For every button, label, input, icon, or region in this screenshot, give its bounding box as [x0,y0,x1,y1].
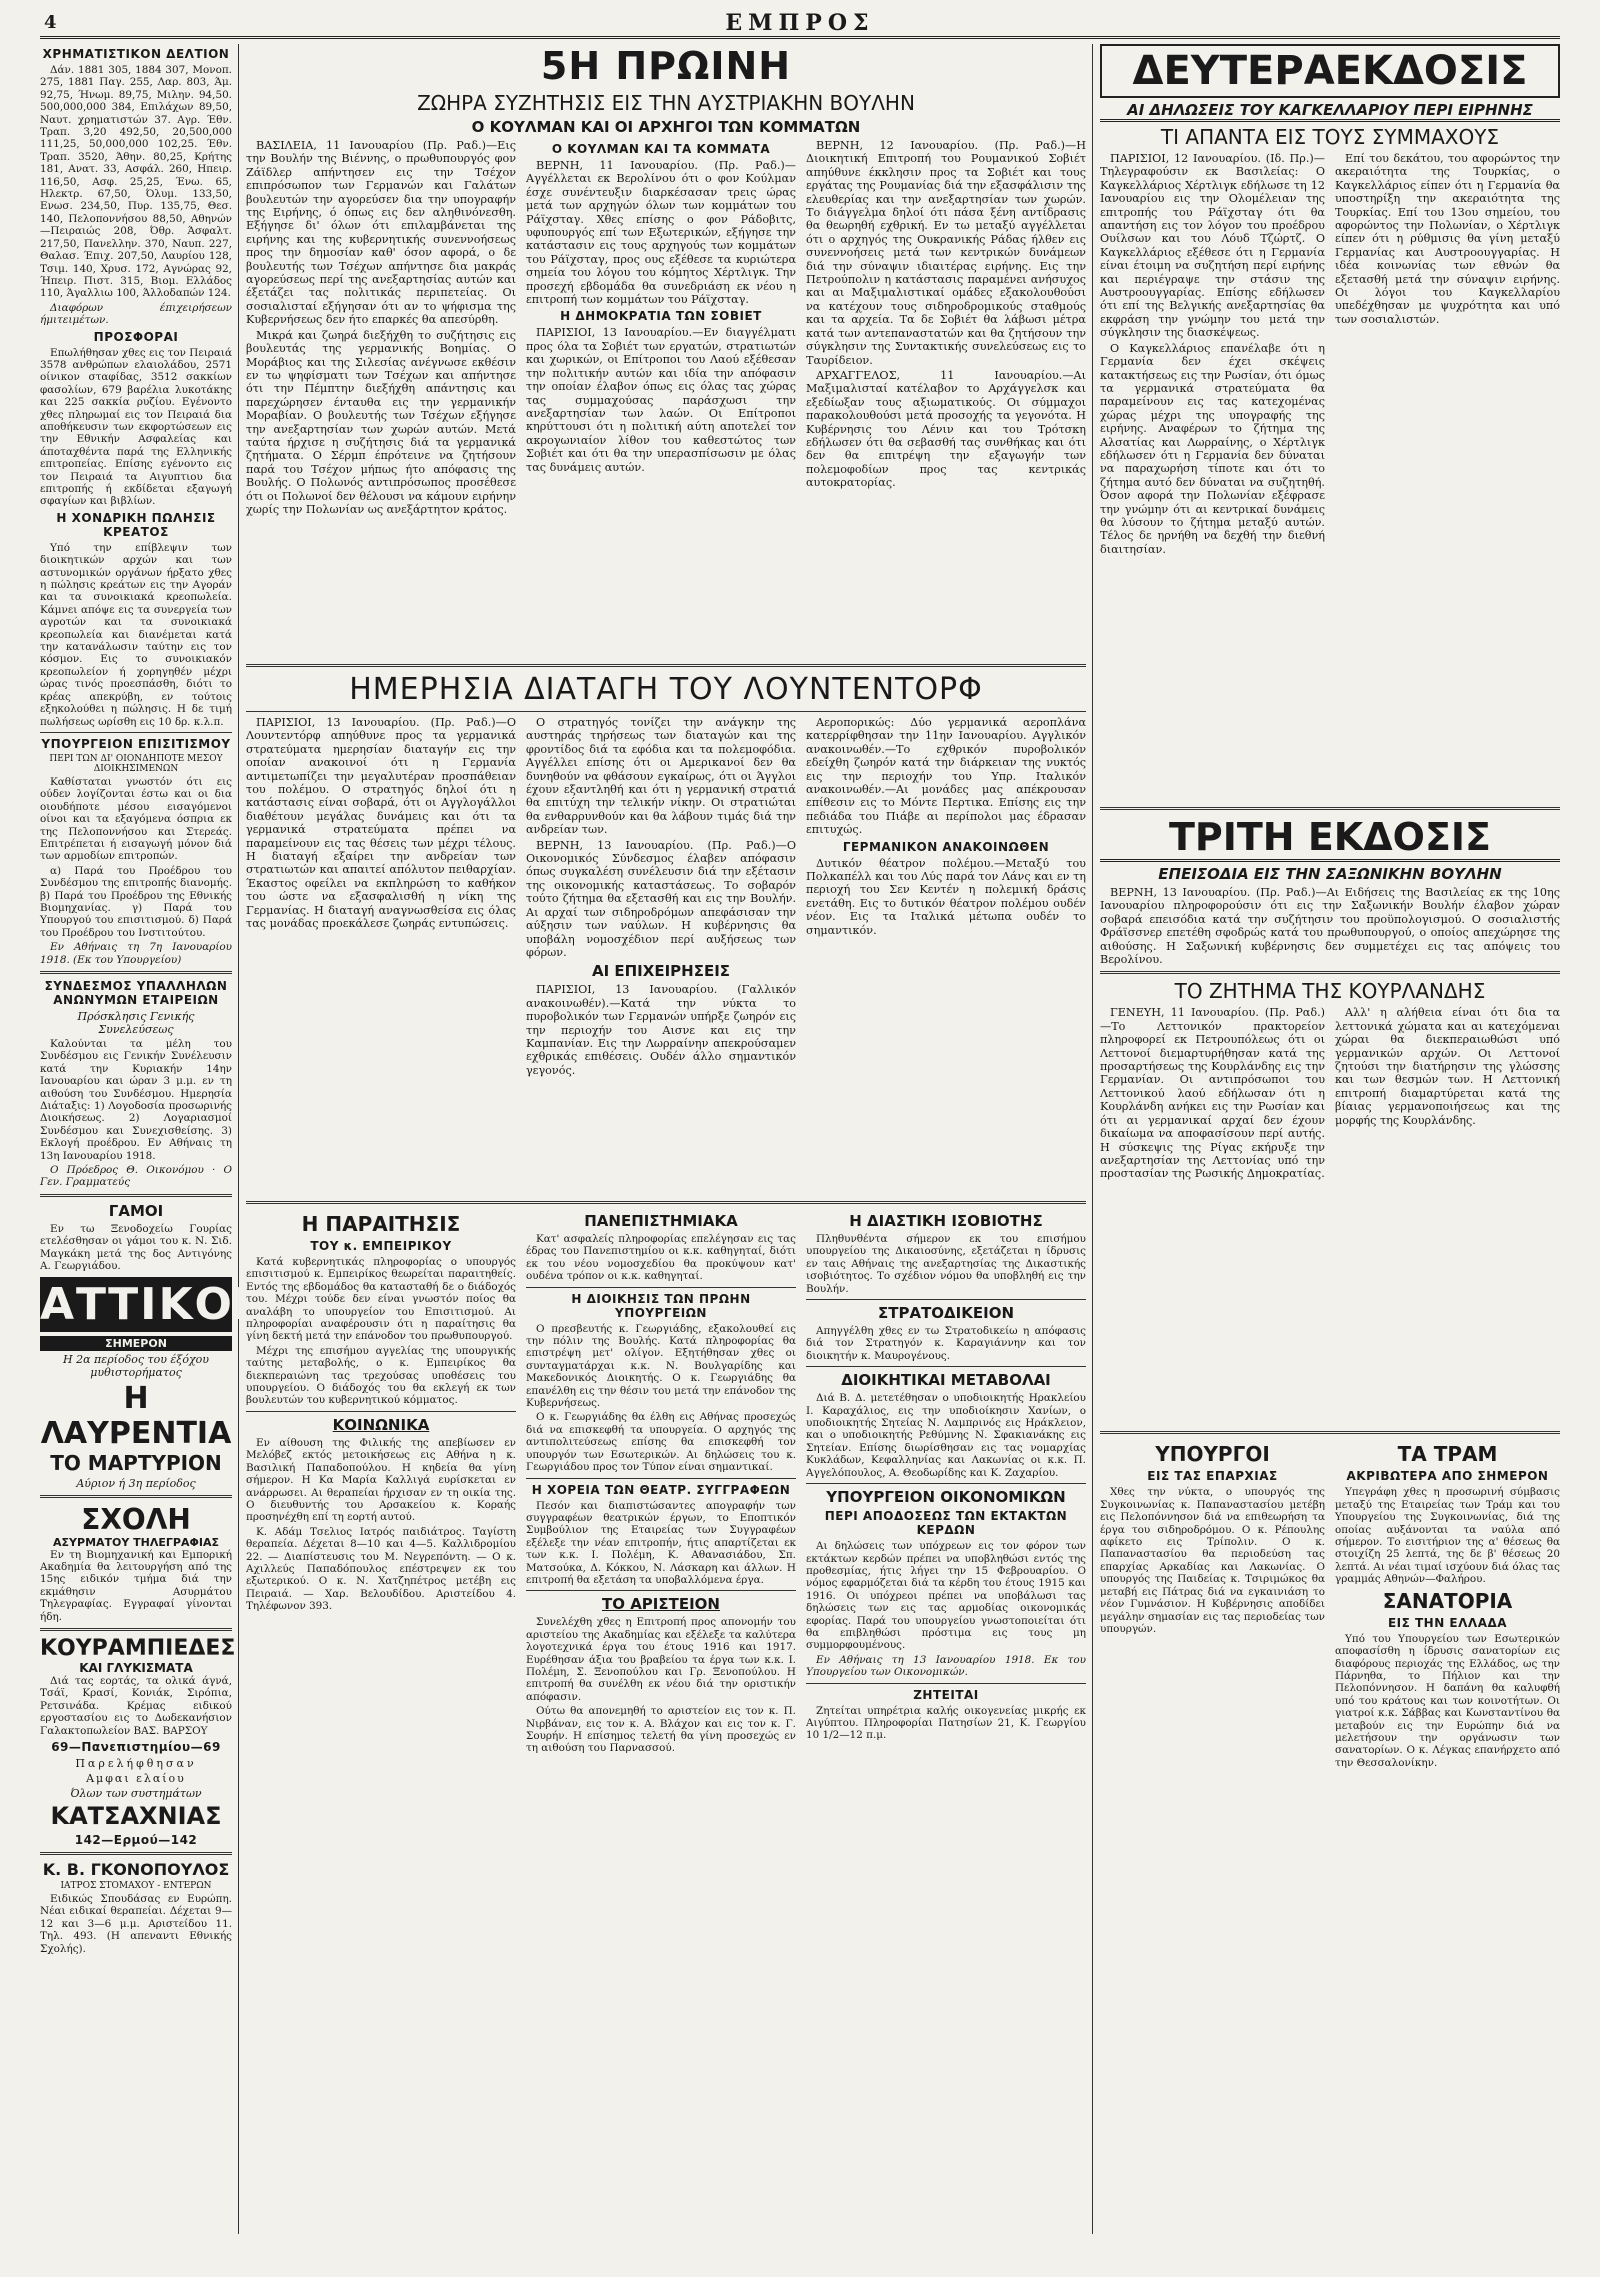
theater-head: Η ΧΟΡΕΙΑ ΤΩΝ ΘΕΑΤΡ. ΣΥΓΓΡΑΦΕΩΝ [531,1482,791,1497]
chancellor-articles [1100,152,1560,802]
justice-text: Πληθυνθέντα σήμερον εκ του επισήμου υπουργείου της Δικαιοσύνης, εξετάζεται η ίδρυσις εν ταις Αθήναις της ανεξαρτησίας της Δικαστικής ισοβιότητος. Το σχέδιον νόμου θα υποβληθή εις την Βουλήν. [806,1233,1086,1295]
uni-head: ΠΑΝΕΠΙΣΤΗΜΙΑΚΑ [584,1212,738,1230]
edition-title: 5Η ΠΡΩΙΝΗ [540,44,792,88]
chancellor-text-c: Επί του δεκάτου, του αφορώντος την ακεραιότητα της Τουρκίας, ο Καγκελλάριος είπεν ότι η Γερμανία θα υποστηρίξη την ακεραιότητα της Τουρκίας. Επί του 13ου σημείου, του αφορώντος την Πολωνίαν, ο Χέρτλιγκ είπεν ότι η ρύθμισις θα γίνη μεταξύ Γερμανίας και Αυστροουγγαρίας. Η ιδέα κοινωνίας των εθνών θα εξετασθή μετά την σύναψιν ειρήνης. Οι λόγοι του Καγκελλαρίου υπεδέχθησαν με ψυχρότητα και υπό των σοσιαλιστών. [1335,152,1560,326]
kurland-text: ΓΕΝΕΥΗ, 11 Ιανουαρίου. (Πρ. Ραδ.)—Το Λεττονικόν πρακτορείον πληροφορεί εκ Πετρουπόλεως ότι οι Λεττονοί διεμαρτυρήθησαν κατά της προσαρτήσεως της Κουρλάνδης εις την Γερμανίαν. Οι αντιπρόσωποι του Λεττονικού λαού εδήλωσαν ότι η Κουρλάνδη ανήκει εις την Ρωσίαν και ότι αι γερμανικαί αρχαί δεν έχουν δικαίωμα να αποφασίσουν περί αυτής. Η σύσκεψις της Ρίγας εκήρυξε την ανεξαρτησίαν της Λεττονίας υπό την προστασίαν της Ρωσικής Δημοκρατίας. [1100,1006,1325,1181]
auctions-title: ΠΡΟΣΦΟΡΑΙ [93,329,179,344]
meat-text: Υπό την επίβλεψιν των διοικητικών αρχών και των αστυνομικών οργάνων ήρξατο χθες η πώλησις κρεάτων εις την Αγοράν και τα συνοικιακά κρεοπωλεία. Κάμνει απόψε εις τα συνεργεία των αγροτών και τα συνοικιακά κρεοπωλεία και διανέμεται κατά την κατανάλωσιν ταύτην εις τον κόσμον. Εις το συνοικιακόν κρεοπωλείον ή χορηγηθέν μέχρι ώρας τινός προεσπάσθη, διότι το κρέας απεκρύβη, εν τούτοις εξηκολούθει η πώλησις. Η δε τιμή πωλήσεως ωρίσθη εις 10 δρ. κ.λ.π. [40,541,232,728]
morning-articles [246,139,1086,659]
appoint-text: Ο πρεσβευτής κ. Γεωργιάδης, εξακολουθεί εις την πόλιν της Βουλής. Κατά πληροφορίας θα επιστρέψη μετ' ολίγον. Εξητήθησαν χθες οι συνταγματάρχαι κ.κ. Ν. Βουλγαρίδης και Μακεδονικός Διοικητής. Ο κ. Γεωργιάδης θα επανέλθη εις την θέσιν του μετά την επάνοδον της Κυβερνήσεως. [526,1322,796,1410]
weddings-text: Εν τω Ξενοδοχείω Γουρίας ετελέσθησαν οι γάμοι του κ. Ν. Σιδ. Μαγκάκη μετά της δος Αντιγόνης Α. Γεωργιάδου. [40,1222,232,1273]
resign-text-2: Μέχρι της επισήμου αγγελίας της υπουργικής ταύτης μεταβολής, ο κ. Εμπειρίκος θα διεκπεραιώνη τας τρεχούσας υποθέσεις του υπουργείου. Ο διάδοχός του θα εκλεγή εκ των βουλευτών του κυβερνητικού κόμματος. [246,1344,516,1407]
ministry-title: ΥΠΟΥΡΓΕΙΟΝ ΕΠΙΣΙΤΙΣΜΟΥ [41,736,231,751]
meat-title: Η ΧΟΝΔΡΙΚΗ ΠΩΛΗΣΙΣ ΚΡΕΑΤΟΣ [56,510,216,539]
kurland-text-2: Αλλ' η αλήθεια είναι ότι δια τα λεττονικά χώματα και αι κατεχόμεναι χώραι θα διεκπεραιωθώσι υπό γερμανικών αρχών. Οι Λεττονοί ζητούσι την διατήρησιν της γλώσσης και των θεσμών των. Η Λεττονική επιτροπή διαμαρτύρεται κατά της βίαιας γερμανοποιήσεως και της μορφής της Κουρλάνδης. [1335,1006,1560,1127]
court-text: Απηγγέλθη χθες εν τω Στρατοδικείω η απόφασις διά τον Στρατηγόν κ. Καραγιάννην και τον διοικητήν κ. Μαυρογένους. [806,1325,1086,1362]
article-austria [246,139,516,659]
column-advertisements [40,44,273,2234]
kurland-right [1335,1006,1560,1426]
resign-text: Κατά κυβερνητικάς πληροφορίας ο υπουργός επισιτισμού κ. Εμπειρίκος θεωρείται παραιτηθείς. Εντός της εβδομάδος θα κατασταθή δε ο διάδοχός του. Μέχρι τούδε δεν είναι γνωστόν ποίος θα αναλάβη το υπουργείον του Επισιτισμού. Αι πληροφορίαι αναφέρουσιν ότι η παραίτησις θα γίνη δεκτή μετά την επάνοδον του πρωθυπουργού. [246,1256,516,1343]
article-order [246,716,516,1196]
union-subtitle: Πρόσκλησις Γενικής Συνελεύσεως [77,1010,195,1036]
order-text-3: ΒΕΡΝΗ, 13 Ιανουαρίου. (Πρ. Ραδ.)—Ο Οικονομικός Σύνδεσμος έλαβεν απόφασιν όπως συγκαλέση συνέλευσιν διά την εξέτασιν της οικονομικής καταστάσεως. Το σοβαρόν τούτο ζήτημα θα εξετασθή και εις την Βουλήν. Αι αρχαί των σιδηροδρόμων απεφάσισαν την αύξησιν των ναύλων. Η κυβέρνησις θα υποβάλη νομοσχέδιον περί αυξήσεως των φόρων. [526,838,796,959]
tram-text: Υπεγράφη χθες η προσωρινή σύμβασις μεταξύ της Εταιρείας των Τράμ και του Υπουργείου της Συγκοινωνίας, διά της οποίας αυξάνονται τα ναύλα από σήμερον. Το εισιτήριον της α' θέσεως θα στοιχίζη 25 λεπτά, της δε β' θέσεως 20 λεπτά. Αι νέαι τιμαί ισχύουν διά όλας τας γραμμάς Αθηνών—Φαλήρου. [1335,1486,1560,1586]
kurland-articles [1100,1006,1560,1426]
ministers-head: ΥΠΟΥΡΓΟΙ [1155,1442,1270,1467]
finance-head: ΥΠΟΥΡΓΕΙΟΝ ΟΙΚΟΝΟΜΙΚΩΝ [826,1488,1066,1507]
admin-text: Διά Β. Δ. μετετέθησαν ο υποδιοικητής Ηρακλείου Ι. Καραχάλιος, εις την υποδιοίκησιν Χανίων, ο υποδιοικητής Σητείας Ν. Λαμπρινός εις Ηράκλειον, και ο υποδιοικητής Ρεθύμνης Ν. Σφακιανάκης εις Σητείαν. Επίσης διωρίσθησαν εις τας νομαρχίας Κυκλάδων, Κεφαλληνίας και Λακωνίας οι κ.κ. Π. Αγγελόπουλος, Α. Θεοδωρίδης και Κ. Ζαχαρίου. [806,1392,1086,1479]
finance-text-2: Εν Αθήναις τη 13 Ιανουαρίου 1918. Εκ του Υπουργείου των Οικονομικών. [806,1653,1086,1679]
award-text: Συνελέχθη χθες η Επιτροπή προς απονομήν του αριστείου της Ακαδημίας και εξέλεξε τα καλύτερα λογοτεχνικά έργα του έτους 1916 και 1917. Ευρέθησαν άξια του βραβείου τα έργα των κ.κ. Ι. Πολέμη, Σ. Ξενοπούλου και Γρ. Ξενοπούλου. Η επιτροπή θα συνέλθη εκ νέου διά την οριστικήν απόφασιν. [526,1616,796,1703]
cinema-today: ΣΗΜΕΡΟΝ [40,1336,232,1351]
column-second-edition [1100,44,1560,2234]
candy-footer: Παρελήφθησαν [75,1756,197,1770]
resign-title: Η ΠΑΡΑΙΤΗΣΙΣ [301,1212,461,1236]
kurland-head: ΤΟ ΖΗΤΗΜΑ ΤΗΣ ΚΟΥΡΛΑΝΔΗΣ [1174,979,1486,1004]
article-university [526,1209,796,2229]
column-morning-edition [246,44,1086,2234]
article-kuhlmann [526,139,796,659]
union-title: ΣΥΝΔΕΣΜΟΣ ΥΠΑΛΛΗΛΩΝ ΑΝΩΝΥΜΩΝ ΕΤΑΙΡΕΙΩΝ [44,979,228,1007]
union-sign: Ο Πρόεδρος Θ. Οικονόμου · Ο Γεν. Γραμματεύς [40,1164,232,1189]
ops-head: ΑΙ ΕΠΙΧΕΙΡΗΣΕΙΣ [591,962,731,981]
edition-subtitle-2: Ο ΚΟΥΛΜΑΝ ΚΑΙ ΟΙ ΑΡΧΗΓΟΙ ΤΩΝ ΚΟΜΜΑΤΩΝ [471,118,861,136]
soviet-text-2: ΒΕΡΝΗ, 12 Ιανουαρίου. (Πρ. Ραδ.)—Η Διοικητική Επιτροπή του Ρουμανικού Σοβιέτ απηύθυνε έκκλησιν προς τα Σοβιέτ και τους εργάτας της Ρουμανίας διά την εξασφάλισιν της ελευθερίας και την ανεξαρτησίαν των χωρών. Το διάγγελμα δηλοί ότι πάσα ξένη αντίδρασις θα θεωρηθή εχθρική. Εν τω μεταξύ αγγέλλεται ότι ο αρχηγός της Ουκρανικής Ράδας ήλθεν εις συνεννοήσεις μετά των κεντρικών δυνάμεων διά την σύναψιν ιδιαιτέρας ειρήνης. Εις την Πετρούπολιν η κατάστασις παραμένει ανήσυχος και αι Μαξιμαλιστικαί ομάδες εξακολουθούσι να κατέχουν τους σιδηροδρομικούς σταθμούς και τα αρχεία. Τα δε Σοβιέτ θα λάβωσι μέτρα κατά των αντεπαναστατών και θα ζητήσουν την σύγκλησιν της Συντακτικής συνελεύσεως εις το Ταυρίδειον. [806,139,1086,367]
order-articles [246,716,1086,1196]
bourse-text: Δάν. 1881 305, 1884 307, Μονοπ. 275, 1881 Παγ. 255, Λαρ. 803, Άμ. 92,75, Ήνωμ. 89,75, Μιλην. 94,50. 500,000,000 384, Επιλάχων 89,50, Ναυτ. χρηματιστών 37. Αγρ. Έθν. Τραπ. 3,20 492,50, 20,500,000 111,25, 50,000,000 102,25. Έθν. Τραπ. 3520, Άθην. 80,25, Κρήτης 181, Ανατ. 33, Ασφάλ. 260, Ηπειρ. 116,50, Ασφ. 25,25, Ένω. 65, Ηλεκτρ. 67,50, Όλυμ. 133,50, Ενωσ. 234,50, Πυρ. 135,75, Θεσ. 140, Πελοποννήσου 88,50, Αθηνών—Πειραιώς 208, Όθρ. Άσφαλτ. 217,50, Πανελλην. 370, Ναυπ. 227, Θαλασ. Έπιχ. 207,50, Λαυρίου 128, Τσιμ. 140, Χρυσ. 172, Αγνώρας 92, Ήπειρ. Πιστ. 315, Βιομ. Ελλάδος 110, Άγαλλιω 100, Άλλοδαπών 124. [40,64,232,300]
candy-subtitle: ΚΑΙ ΓΛΥΚΙΣΜΑΤΑ [79,1660,193,1675]
soviet-head: Η ΔΗΜΟΚΡΑΤΙΑ ΤΩΝ ΣΟΒΙΕΤ [560,309,762,324]
award-text-2: Ούτω θα απονεμηθή το αριστείον εις τον κ. Π. Νιρβάναν, εις τον κ. Α. Βλάχον και εις τον κ. Γ. Σουρήν. Η επίσημος τελετή θα γίνη προσεχώς εν τη αιθούση του Παρνασσού. [526,1705,796,1755]
chancellor-right [1335,152,1560,802]
weddings-title: ΓΑΜΟΙ [108,1201,164,1220]
third-edition-text: ΒΕΡΝΗ, 13 Ιανουαρίου. (Πρ. Ραδ.)—Αι Ειδήσεις της Βασιλείας εκ της 10ης Ιανουαρίου πληροφορούσιν ότι εις την Σαξωνικήν Βουλήν έλαβον χώραν σοβαρά επεισόδια κατά την συζήτησιν του προϋπολογισμού. Ο σοσιαλιστής Φράϊσσνερ επετέθη σφοδρώς κατά του πρωθυπουργού, ο οποίος απεχώρησε της αιθούσης. Η Σαξωνική κυβέρνησις δεν συμμετέχει εις τας απόψεις του Βερολίνου. [1100,886,1560,967]
auctions-text: Επωλήθησαν χθες εις τον Πειραιά 3578 ανθρώπων ελαιολάδου, 2571 οίνικον σταφίδας, 3512 σακκίων φασολίων, 679 βαρέλια λυκοτάκης και 225 σακκία ρυζίου. Εγένοντο χθες πληρωμαί εις τον Πειραιά δια αποθήκευσιν των εκφορτώσεων εις την Εθνικήν Ασφαλείας και άποταχθέντα παρά της Ελληνικής επιτροπείας. Επίσης εγένοντο εις τον Πειραιά τα Αιγυπτιου δια επιτροπής ή εκδίδεται εξαγωγή σφαγίων και βιβλίων. [40,346,232,508]
cinema-banner: ΑΤΤΙΚΟΝ [40,1278,273,1330]
kuhlmann-head: Ο ΚΟΥΛΜΑΝ ΚΑΙ ΤΑ ΚΟΜΜΑΤΑ [551,142,771,156]
article-order-cont [526,716,796,1196]
admin-head: ΔΙΟΙΚΗΤΙΚΑΙ ΜΕΤΑΒΟΛΑΙ [841,1371,1051,1390]
ministers-subtitle: ΕΙΣ ΤΑΣ ΕΠΑΡΧΙΑΣ [1147,1469,1278,1484]
sanatorium-text: Υπό του Υπουργείου των Εσωτερικών αποφασίσθη η ίδρυσις σανατορίων εις διαφόρους περιοχάς της Ελλάδος, ως την Πάρνηθα, το Πήλιον και την Πελοπόννησον. Η δαπάνη θα καλυφθή υπό του κράτους και των κοινοτήτων. Οι γιατροί κ.κ. Σάββας και Κωνσταντίνου θα μεταβούν εις την Ευρώπην διά να μελετήσουν την οργάνωσιν των σανατορίων. Ο κ. Λέγκας επανήρχετο από την Θεσσαλονίκην. [1335,1632,1560,1769]
sanatorium-subtitle: ΕΙΣ ΤΗΝ ΕΛΛΑΔΑ [1387,1615,1508,1630]
union-text: Καλούνται τα μέλη του Συνδέσμου εις Γενικήν Συνέλευσιν κατά την Κυριακήν 14ην Ιανουαρίου και ώραν 3 μ.μ. εν τη αιθούση του Συνδέσμου. Ημερησία Διάταξις: 1) Λογοδοσία προσωρινής Διοικήσεως. 2) Λογαριασμοί Συνδέσμου και Συνεχισθείσης. 3) Εκλογή προέδρου. Εν Αθήναις τη 13η Ιανουαρίου 1918. [40,1038,232,1162]
page-number: 4 [44,12,57,33]
social-text-2: Κ. Αδάμ Τσελιος Ιατρός παιδιάτρος. Ταγίστη θεραπεία. Δέχεται 8—10 και 4—5. Καλλιδρομίου 22. — Διαπίστευσις του Μ. Νεγρεπόντη. — Ο κ. Αχιλλεύς Παπαδόπουλος επέστρεψεν εκ του εξωτερικού. Ο κ. Ν. Χατζηπέτρος μετέβη εις Πειραιά. — Χαρ. Βελουδίδου. Αριστείδου 4. Τηλέφωνον 393. [246,1525,516,1613]
cinema-note: Η 2α περίοδος του έξόχου μυθιστορήματος [63,1352,209,1379]
column-rule [1092,44,1093,2234]
ministry-subtitle: ΠΕΡΙ ΤΩΝ ΔΙ' ΟΙΟΝΔΗΠΟΤΕ ΜΕΣΟΥ ΔΙΟΙΚΗΣΙΜΕΝΩΝ [49,753,223,774]
justice-head: Η ΔΙΑΣΤΙΚΗ ΙΣΟΒΙΟΤΗΣ [849,1212,1043,1230]
order-text-2: Ο στρατηγός τονίζει την ανάγκην της αυστηράς τηρήσεως των διαταγών και της φροντίδος διά τα εφόδια και τα πολεμοφόδια. Αγγέλλει επίσης ότι οι Αμερικανοί δεν θα δυνηθούν να φθάσουν εγκαίρως, ότι οι Άγγλοι έχουν εξαντληθή και ότι η γερμανική στρατιά θα επιτύχη την τελικήν νίκην. Οι στρατιώται θα ενθαρρυνθούν και θα λάβουν τιμάς διά την ανδρείαν των. [526,716,796,837]
austria-text: ΒΑΣΙΛΕΙΑ, 11 Ιανουαρίου (Πρ. Ραδ.)—Εις την Βουλήν της Βιέννης, ο πρωθυπουργός φον Ζάϊδλερ απήντησεν εις την Τσέχον επιπρόσωπον των Γερμανών και Γαλάτων βουλευτών την αγορεύσεν δια την υπογραφήν της Ειρήνης, ό όπως εις δεν αληθινόνεσθη. Εξήγησε δι' όλων ότι επιλαμβάνεται της ειρήνης και της κυβερνητικής συνεννοήσεως προς την δημοσίαν καθ' όσον αφορά, ο δε βουλευτής των Τσέχων απήντησε δια μακράς αγορεύσεως περί της ανεξαρτησίας αυτών και έξετάζει τας πολιτικάς περιπετείας. Οι σοσιαλισταί εξήγησαν ότι αν το ψήφισμα της Κυβερνήσεως δεν ήτο επαρκές θα απεσύρθη. [246,139,516,327]
bourse-title: ΧΡΗΜΑΤΙΣΤΙΚΟΝ ΔΕΛΤΙΟΝ [42,47,230,61]
wanted-head: ΖΗΤΕΙΤΑΙ [913,1687,979,1702]
ministry-text: Καθίσταται γνωστόν ότι εις ούδεν λογίζονται έστω και οι δια οιουδήποτε μέσου εισαγόμενοι οίνοι και τα εξαγόμενα όσπρια εκ της Πελοποννήσου και Στερεάς. Επιτρέπεται ή εισαγωγή μόνον διά των αρμοδίων επιτροπών. [40,775,232,863]
shop-address: 142—Ερμού—142 [74,1832,198,1847]
film-subtitle: ΤΟ ΜΑΡΤΥΡΙΟΝ [50,1450,222,1475]
article-resignation [246,1209,516,2229]
film-title: Η ΛΑΥΡΕΝΤΙΑ [40,1380,232,1451]
article-soviet-cont [806,139,1086,659]
column-rule [238,44,239,2234]
chancellor-text-a: ΠΑΡΙΣΙΟΙ, 12 Ιανουαρίου. (Ιδ. Πρ.)—Τηλεγραφούσιν εκ Βασιλείας: Ο Καγκελλάριος Χέρτλιγκ εδήλωσε τη 12 Ιανουαρίου εις την Ολομέλειαν της επιτροπής του Ράϊχσταγ ότι θα απαντήση εις τον λόγον του προέδρου Ουίλσων και του Λόυδ Τζώρτζ. Ο Καγκελλάριος εξέθεσε ότι η Γερμανία είναι έτοιμη να συζητήση περί ειρήνης και περιέγραψε την στάσιν της Αυστροουγγαρίας. Επίσης εδήλωσεν ότι επί της Βελγικής ανεξαρτησίας θα εκφράση την γνώμην του μετά την σύγκλησιν της διασκέψεως. [1100,152,1325,340]
finance-subtitle: ΠΕΡΙ ΑΠΟΔΟΣΕΩΣ ΤΩΝ ΕΚΤΑΚΤΩΝ ΚΕΡΔΩΝ [824,1509,1068,1538]
tram-article [1335,1439,1560,2039]
page-header-bar [40,10,1560,39]
kurland-left [1100,1006,1325,1426]
resign-subtitle: ΤΟΥ κ. ΕΜΠΕΙΡΙΚΟΥ [310,1239,452,1253]
theater-text: Πεσόν και διαπιστώσαντες απογραφήν των συγγραφέων θεατρικών έργων, το Εποπτικόν Συμβούλιον της Εταιρείας των Συγγραφέων εξέλεξε την νέαν επιτροπήν, ήτις απαρτίζεται εκ των κ.κ. Ι. Πολέμη, Κ. Αθανασιάδου, Σπ. Ματσούκα, Δ. Κόκκου, Ν. Λάσκαρη και άλλων. Η επιτροπή θα εξετάση τα υποβαλλόμενα έργα. [526,1499,796,1586]
ministers-article [1100,1439,1325,2039]
article-justice [806,1209,1086,2229]
bourse-note: Διαφόρων έπιχειρήσεων ήμιτειμέτων. [40,301,232,327]
second-edition-subtitle: ΑΙ ΔΗΛΩΣΕΙΣ ΤΟΥ ΚΑΓΚΕΛΛΑΡΙΟΥ ΠΕΡΙ ΕΙΡΗΝΗΣ [1100,101,1560,122]
ops-text: ΠΑΡΙΣΙΟΙ, 13 Ιανουαρίου. (Γαλλικόν ανακοινωθέν).—Κατά την νύκτα το πυροβολικόν των Γερμανών υπήρξε ζωηρόν εις την περιοχήν του Αισνε και εις την Καμπανίαν. Εις την Λωρραίνην απεκρούσαμεν εχθρικάς επιθέσεις. Ουδέν άλλο σημαντικόν γεγονός. [526,983,796,1077]
ministry-sign: Εν Αθήναις τη 7η Ιανουαρίου 1918. (Εκ του Υπουργείου) [40,941,232,966]
social-text: Εν αίθουση της Φιλικής της απεβίωσεν εν Μελόβεζ εκτός μετοικήσεως εις Αθήνα η κ. Βασιλική Παπαδοπούλου. Η κηδεία θα γίνη σήμερον. Η Κα Μαρία Καλλιγά ευρίσκεται εν ανάρρωσει. Αι θεραπείαι ήρχισαν εν τη οικία της. Ο διευθυντής του Αρσακείου κ. Κοραής προσηνέχθη επί τη εορτή αυτού. [246,1436,516,1524]
article-ops-cont [806,716,1086,1196]
chancellor-left [1100,152,1325,802]
order-title: ΗΜΕΡΗΣΙΑ ΔΙΑΤΑΓΗ ΤΟΥ ΛΟΥΝΤΕΝΤΟΡΦ [349,672,983,707]
candy-text: Διά τας εορτάς, τα ολικά άγνά, Τσάϊ, Κρασί, Κονιάκ, Σιρόπια, Ρετσινάδα. Κρέμας ειδικού εργοστασίου εις το Δωδεκανήσιον Γαλακτοπωλείον ΒΑΣ. ΒΑΡΣΟΥ [40,1674,232,1737]
kuhlmann-text: ΒΕΡΝΗ, 11 Ιανουαρίου. (Πρ. Ραδ.)—Αγγέλλεται εκ Βερολίνου ότι ο φον Κούλμαν έσχε συνέντευξιν διαρκέσασαν τρεις ώρας μετά των αρχηγών όλων των κομμάτων του Ράϊχσταγ. Χθες επίσης ο φον Ράδοβιτς, υφυπουργός επί των Εξωτερικών, εξήγησε την κατάστασιν εις τους αρχηγούς των κομμάτων του Ράϊχσταγ, προς ους εξέθεσε τα κυριώτερα σημεία του λόγου του κόμητος Χέρτλιγκ. Την προσεχή εβδομάδα θα συνεδριάση εκ νέου η επιτροπή των κομμάτων του Ράϊχσταγ. [526,159,796,307]
ministers-text: Χθες την νύκτα, ο υπουργός της Συγκοινωνίας κ. Παπαναστασίου μετέβη εις Πελοπόννησον διά να επιθεωρήση τα έργα του σιδηροδρόμου. Ο κ. Ρέπουλης αφίκετο εις Τρίπολιν. Ο κ. Παπαναστασίου θα περιοδεύση τας επαρχίας Αρκαδίας και Λακωνίας. Ο υπουργός της Παιδείας κ. Τσιριμώκος θα μεταβή εις Πάτρας διά να εγκαινιάση το νέον Γυμνάσιον. Η Κυβέρνησις αποδίδει μεγάλην σημασίαν εις τας περιοδείας των υπουργών. [1100,1486,1325,1635]
doctor-subtitle: ΙΑΤΡΟΣ ΣΤΟΜΑΧΟΥ - ΕΝΤΕΡΩΝ [60,1880,212,1891]
bottom-articles [1100,1439,1560,2039]
candy-address: 69—Πανεπιστημίου—69 [51,1739,221,1754]
candy-title: ΚΟΥΡΑΜΠΙΕΔΕΣ [40,1635,236,1661]
film-note: Αύριον ή 3η περίοδος [76,1476,196,1490]
doctor-name: Κ. Β. ΓΚΟΝΟΠΟΥΛΟΣ [42,1859,230,1879]
soviet-text: ΠΑΡΙΣΙΟΙ, 13 Ιανουαρίου.—Εν διαγγέλματι προς όλα τα Σοβιέτ των εργατών, στρατιωτών και χωρικών, οι Επίτροποι του Λαού εξέθεσαν την πολιτικήν αυτών και ιδία την απόφασιν την οποίαν έλαβον όπως εις όλας τας χώρας τας συμμαχούσας παράσχωσι την ανεξαρτησίαν των λαών. Οι Επίτροποι κηρύττουσι ότι η πολιτική αύτη αποτελεί τον ακρογωνιαίον λίθον του καθεστώτος των Σοβιέτ και ότι θα την υπερασπίσωσιν με όλας τας δυνάμεις αυτών. [526,326,796,474]
wanted-text: Ζητείται υπηρέτρια καλής οικογενείας μικρής εκ Αιγύπτου. Πληροφορίαι Πατησίων 21, Κ. Γεωργίου 10 1/2—12 π.μ. [806,1704,1086,1742]
second-edition-subtitle-2: ΤΙ ΑΠΑΝΤΑ ΕΙΣ ΤΟΥΣ ΣΥΜΜΑΧΟΥΣ [1160,125,1500,149]
order-text: ΠΑΡΙΣΙΟΙ, 13 Ιανουαρίου. (Πρ. Ραδ.)—Ο Λουντεντόρφ απηύθυνε προς τα γερμανικά στρατεύματα ημερησίαν διαταγήν εις την οποίαν ανακοινοί ότι η Γερμανία αντιμετωπίζει την μεγαλυτέραν προσπάθειαν του πολέμου. Ο στρατηγός δηλοί ότι η κατάστασις είναι σοβαρά, ότι οι Αγγλογάλλοι διαθέτουν μεγάλας δυνάμεις και ότι τα γερμανικά στρατεύματα πρέπει να παραμείνουν εις τας θέσεις των μέχρι τέλους. Η διαταγή εξαίρει την ανδρείαν των στρατιωτών και απαιτεί απόλυτον πειθαρχίαν. Έκαστος οφείλει να εκπληρώση το καθήκον του ώστε να εξασφαλισθή η νίκη της Γερμανίας. Η διαταγή αναγνωσθείσα εις όλας τας μονάδας προεκάλεσε ζωηράς εντυπώσεις. [246,716,516,931]
award-head: ΤΟ ΑΡΙΣΤΕΙΟΝ [601,1595,720,1614]
olive-note: Αμφαι ελαίου [86,1771,186,1785]
finance-text: Αι δηλώσεις των υπόχρεων εις τον φόρον των εκτάκτων κερδών πρέπει να υποβληθώσι εντός της προθεσμίας, ήτις λήγει την 15 Φεβρουαρίου. Ο νόμος εφαρμόζεται διά τα κέρδη του έτους 1915 και 1916. Οι υπόχρεοι πρέπει να υποβάλωσι τας δηλώσεις των εις τας αρμοδίας οικονομικάς εφορίας. Παρά του υπουργείου γνωστοποιείται ότι θα επιβληθώσι πρόστιμα εις τους μη συμμορφουμένους. [806,1540,1086,1652]
ops-text-2: Αεροπορικώς: Δύο γερμανικά αεροπλάνα κατερρίφθησαν την 11ην Ιανουαρίου. Αγγλικόν ανακοινωθέν.—Το εχθρικόν πυροβολικόν εδείχθη ζωηρόν κατά την διάρκειαν της νυκτός εις την περιοχήν του Υπρ. Ιταλικόν ανακοινωθέν.—Αι μονάδες μας απέκρουσαν επίθεσιν εις το Μόντε Περτικα. Επίσης εις την πεδιάδα του Πιάβε αι περίπολοι μας έδρασαν επιτυχώς. [806,716,1086,837]
soviet-text-3: ΑΡΧΑΓΓΕΛΟΣ, 11 Ιανουαρίου.—Αι Μαξιμαλισταί κατέλαβον το Αρχάγγελσκ και εξεδίωξαν τους αξιωματικούς. Οι σύμμαχοι παρακολουθούσι μετά προσοχής τα γεγονότα. Η Κυβέρνησις του Λένιν και του Τρότσκη εδήλωσεν ότι θα σεβασθή τας συνθήκας και ότι δεν θα επιτρέψη την εξαγωγήν των πολεμοφοδίων προς τας κεντρικάς αυτοκρατορίας. [806,368,1086,490]
austria-text-2: Μικρά και ζωηρά διεξήχθη το συζήτησις εις βουλευτάς της γερμανικής Βοημίας. Ο Μοράβιος και της Σιλεσίας ανέγνωσε εκθέσιν εν τω ψηφίσματι των Τσέχων και απήντησε ότι την Πέμπτην διεξήχθη απάντησις και παρεχώρησεν ένταυθα εις την γερμανικήν Μοραβίαν. Ο βουλευτής των Τσέχων εξήγησε την ανεξαρτησίαν των χωρών αυτών. Μετά ταύτα ήρχισε η συζήτησις διά τα γερμανικά ζητήματα. Ο Σέρμπ έπρότεινε να ζητήσουν παρά του Τσέχον μήπως ήτο απόφασις της Βουλής. Ο Πολωνός αντιπρόσωπος προσέθεσε ότι οι Πολωνοί δεν θέλουσι να κάμουν ειρήνην χωρίς την Πολωνίαν ως ανεξάρτητον κράτος. [246,328,516,516]
chancellor-text-b: Ο Καγκελλάριος επανέλαβε ότι η Γερμανία δεν έχει σκέψεις κατακτήσεως εις την Ρωσίαν, ότι όμως τα γερμανικά στρατεύματα θα παραμείνουν εις τας κατεχομένας χώρας μέχρι της υπογραφής της ειρήνης. Αναφέρων το ζήτημα της Αλσατίας και Λωρραίνης, ο Χέρτλιγκ εδήλωσεν ότι η Γερμανία δεν δύναται να παραχωρήση τίποτε και ότι το ζήτημα αυτό δεν δύναται να συζητηθή. Όσον αφορά την Πολωνίαν εξέφρασε την γνώμην ότι αι κεντρικαί δυνάμεις θα λύσουν το ζήτημα μεταξύ αυτών. Τέλος δε ηρνήθη να δεχθή την διεθνή διαιτησίαν. [1100,341,1325,556]
sanatorium-head: ΣΑΝΑΤΟΡΙΑ [1382,1588,1513,1613]
lower-articles [246,1209,1086,2229]
uni-text: Κατ' ασφαλείς πληροφορίας επελέγησαν εις τας έδρας του Πανεπιστημίου οι κ.κ. καθηγηταί, διότι εκ του νέου νομοσχεδίου θα προκύψουν κατ' ουδένα τρόπον οι κ.κ. καθηγηταί. [526,1233,796,1283]
court-head: ΣΤΡΑΤΟΔΙΚΕΙΟΝ [877,1304,1014,1323]
shop-name: ΚΑΤΣΑΧΝΙΑΣ [50,1801,222,1830]
school-text: Εν τη Βιομηχανική και Εμπορική Ακαδημία θα λειτουργήση από της 15ης ειδικόν τμήμα διά την εκμάθησιν Ασυρμάτου Τηλεγραφίας. Εγγραφαί γίνονται ήδη. [40,1548,232,1623]
school-subtitle: ΑΣΥΡΜΑΤΟΥ ΤΗΛΕΓΡΑΦΙΑΣ [53,1535,219,1549]
third-edition-title: ΤΡΙΤΗ ΕΚΔΟΣΙΣ [1100,815,1560,862]
social-head: ΚΟΙΝΩΝΙΚΑ [332,1415,430,1434]
german-report-text: Δυτικόν θέατρον πολέμου.—Μεταξύ του Πολκαπέλλ και του Λύς παρά τον Λάνς και εν τη περιοχή του Σεν Κεντέν η πολεμική δράσις ενετάθη. Εις το δυτικόν θέατρον πολέμου ουδέν νέον. Εις τα Ιταλικά μέτωπα ουδέν το σημαντικόν. [806,856,1086,937]
appoint-text-2: Ο κ. Γεωργιάδης θα έλθη εις Αθήνας προσεχώς διά να επισκεφθή τα υπουργεία. Ο αρχηγός της αντιπολιτεύσεως επίσης θα επισκεφθή τον υπουργόν των Εσωτερικών. Αι δηλώσεις του κ. Γεωργιάδου προς τον Τύπον είναι σημαντικαί. [526,1411,796,1474]
masthead: ΕΜΠΡΟΣ [725,10,875,36]
edition-subtitle: ΖΩΗΡΑ ΣΥΖΗΤΗΣΙΣ ΕΙΣ ΤΗΝ ΑΥΣΤΡΙΑΚΗΝ ΒΟΥΛΗΝ [417,91,915,115]
doctor-text: Ειδικώς Σπουδάσας εν Ευρώπη. Νέαι ειδικαί θεραπείαι. Δέχεται 9—12 και 3—6 μ.μ. Αριστείδου 11. Τηλ. 493. (Η απεναντι Εθνικής Σχολής). [40,1892,232,1955]
tram-head: ΤΑ ΤΡΑΜ [1397,1442,1498,1467]
third-edition-subtitle: ΕΠΕΙΣΟΔΙΑ ΕΙΣ ΤΗΝ ΣΑΞΩΝΙΚΗΝ ΒΟΥΛΗΝ [1158,865,1502,883]
newspaper-page [40,10,1560,2240]
school-title: ΣΧΟΛΗ [81,1502,191,1536]
appoint-head: Η ΔΙΟΙΚΗΣΙΣ ΤΩΝ ΠΡΩΗΝ ΥΠΟΥΡΓΕΙΩΝ [571,1291,751,1320]
systems-note: Όλων των συστημάτων [70,1786,202,1800]
tram-subtitle: ΑΚΡΙΒΩΤΕΡΑ ΑΠΟ ΣΗΜΕΡΟΝ [1346,1469,1549,1484]
second-edition-title: ΔΕΥΤΕΡΑΕΚΔΟΣΙΣ [1100,44,1560,98]
german-report-head: ΓΕΡΜΑΝΙΚΟΝ ΑΝΑΚΟΙΝΩΘΕΝ [842,839,1050,854]
ministry-list: α) Παρά του Προέδρου του Συνδέσμου της επιτροπής διανομής. β) Παρά του Προέδρου της Εθνικής Βιομηχανίας. γ) Παρά του Υπουργού του επισιτισμού. δ) Παρά του Προέδρου του Ινστιτούτου. [40,864,232,939]
